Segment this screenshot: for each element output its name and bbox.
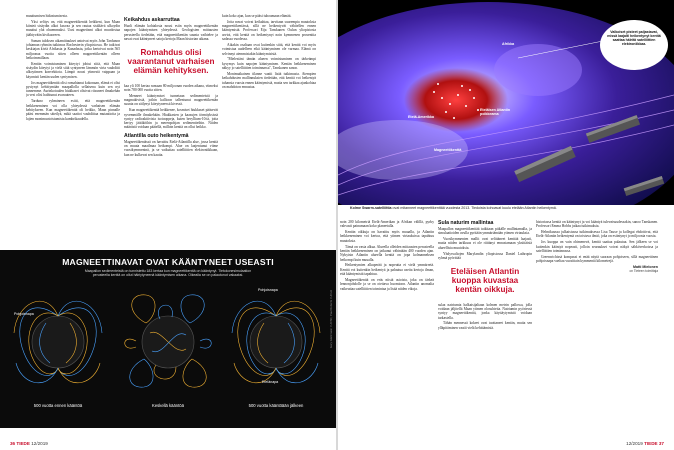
pull-quote: Romahdus olisi vaarantanut varhaisen elämän kehityksen. [127, 48, 215, 75]
paragraph: Huoli elämän kohtalosta nousi esiin myös magneettikentän napojen kääntymisen yhteydessä. Geologisten mittausten perusteella tiedetään, että magneettikentän suunta vaihtelee ja navat ovat kääntyneet satoja kertoja Maan historian aikana. [124, 24, 218, 41]
pole-label-south: Etelänapa [262, 380, 279, 384]
infobox-subtitle: Maapallon sedimenteistä on tunnistettu 183 kertaa kun magneettikenttä on kääntynyt. Tietokonesimulaation perusteella kenttä on ollut häiriytyneenä kääntymisen aikana. Oikealla se on palautunut vakaaksi. [84, 269, 252, 278]
paragraph: Jos kuoppa on vain ohimenevä, kenttä saattaa palautua. Sen jälkeen se voi kuitenkin kääntyä nopeasti, jolloin seuraukset voivat näkyä sähköverkoissa ja satelliittien toiminnassa. [536, 240, 658, 253]
image-credit: Gary Glatzmaier / UCSC, Paul Roberts / UCLA [329, 290, 333, 349]
globe-caption: Keskellä kääntöä [152, 403, 184, 408]
paragraph: Heikentymien alkuperää ja nopeutta ei vielä ymmärretä. Kenttä voi kuitenkin heikentyä ja palautua useita kertoja ilman, että kääntymistä tapahtuu. [340, 263, 434, 277]
page-folio [10, 441, 48, 446]
pull-quote: Eteläisen Atlantin kuoppa kuvastaa kentän oikkuja. [450, 267, 520, 294]
globe-before-reversal [6, 283, 110, 401]
paragraph: kaa yli 100 kertaa runsaan 80 miljoonan vuoden aikana, viimeksi noin 780 000 vuotta sitten. [124, 83, 218, 92]
paragraph: historiassa kenttä on kääntynyt ja voi kääntyä tulevaisuudessakin, sanoo Tanskanen. Professori Emma Hobbs jatkaa tutkimuksia. [536, 220, 658, 229]
magazine-name: TIEDE [16, 441, 30, 446]
issue-number: 12/2019 [626, 441, 643, 446]
text-column-4 [340, 220, 434, 438]
magazine-name: TIEDE [644, 441, 658, 446]
pole-label-north: Pohjoisnapa [258, 288, 278, 292]
author-role: on Tieteen toimittaja [629, 269, 658, 274]
paragraph: kuin koko ajan, kun se pääsi tuhoamaan elämää. [222, 14, 292, 18]
paragraph: Yksi selitys on, että magneettikenttä heikkeni, kun Maan kiinteä sisäydin alkoi kasvaa ja sen rautaa sisältävä ulkoydin muuttui yhä ohuemmaksi. Uusi magnetismi alkoi muodostua jäähtyvään kivikuoreen. [26, 19, 120, 37]
label-south-america: Etelä-Amerikka [408, 115, 434, 119]
paragraph: Tähän mennessä kokeet ovat tuottaneet kentän, mutta sen ylläpitäminen vaatii vielä kehittämistä. [438, 321, 532, 330]
infobox-title: MAGNEETTINAVAT OVAT KÄÄNTYNEET USEASTI [62, 257, 274, 267]
paragraph: Menneet kääntymiset tunnetaan sedimenteistä ja magmakivistä, joihin kallioon tallentunut magneettikentän suunta on säilynyt kiteytyneessä kivessä. [124, 93, 218, 107]
left-page [0, 0, 336, 450]
caption-text: ovat mitanneet magneettikenttää vuodesta 2013. Tiedoista kohoavat kuulu etelään Atlantin heikentymä. [392, 206, 557, 210]
paragraph: Monimutkainen tilanne vaatii lisää tutkimusta. Aiempien keikahdusten mallinnuksien tiedetään, että kenttä voi heikentyä tuhansia vuosia ennen kääntymistä, mutta sen tarkkaa ajankohtaa on mahdoton ennustaa. [222, 71, 316, 89]
globe-during-reversal [116, 283, 220, 401]
paragraph: Kentän voimistuminen kiteytyi johtui siitä, että Maan sisäydin kiteytyi ja vielä siitä syntyneen lämmön virta vauhditti ulkoytimen konvektiota. Lämpö nousi ytimestä vaippaan ja käynnisti kentän uuden syntymisen. [26, 61, 120, 79]
page-number: 37 [658, 441, 664, 446]
paragraph: Tämä on vasta alkua. Alueella olleiden mittausten perusteella kentän heikkeneminen on jatkunut vähintään 400 vuoden ajan. Nykyisin Atlantin alueella kenttä on jopa kolmanneksen heikompi kuin muualla. [340, 244, 434, 262]
paragraph: muuttumisen hidastumisesta. [26, 14, 68, 18]
paragraph: Jotta navat voivat keikahtaa, tarvitaan suurempia muutoksia magneettikentässä, sillä ne heikentyvät vähitellen ennen kääntymistä. Professori Eija Tanskanen Oulun yliopistosta arvioi, että kenttä on heikentynyt noin kymmenen prosenttia sadassa vuodessa. [222, 19, 316, 42]
annotation-callout: Valkoiset pisteet paljastavat, missä laajalti heikentynyt kenttä saattaa häiritä satelliittien elektroniikkaa. [600, 20, 668, 70]
issue-number: 12/2019 [31, 441, 48, 446]
text-column-5 [438, 220, 532, 438]
label-africa: Afrikka [502, 42, 515, 46]
pole-label-north: Pohjoisnapa [14, 312, 34, 316]
paragraph: "Mielestäni tämän alueen voimistuminen on tärkeämpi kysymys kuin napojen kääntyminen. Kentän heikkeneminen näkyy jo satelliittien toiminnassa", Tanskanen sanoo. [222, 57, 316, 71]
text-column-1 [26, 14, 120, 250]
globe-caption: 500 vuotta ennen kääntöä [33, 403, 83, 408]
paragraph: Tarduno ryhmineen esitti, että magneettikentän heikkeneminen voi olla yhteydessä varhaisen elämän kehitykseen. Kun magneettikenttä oli heikko, Maan pinnalle pääsi enemmän säteilyä, mikä saattoi vauhdittaa mutaatioita ja lajien monimuotoistumista kambrikaudella. [26, 99, 120, 121]
paragraph: Helmikuussa julkaistussa tutkimuksessa Lisa Tauxe ja kollegat ehdottivat, että Etelä-Atlantin heikentymä on toistuva ilmiö, joka on esiintynyt jo miljoonia vuosia. [536, 230, 658, 239]
paragraph: Magneettikentässä on havaittu Etelä-Atlantilla alue, jossa kenttä on muuta maailmaa heikompi. Alue on laajentunut viime vuosikymmeninä, ja se vaikuttaa satelliittien elektroniikkaan, kun ne kulkevat sen kautta. [124, 139, 218, 157]
label-south-atlantic-anomaly: Eteläisen Atlantin poikkeama [480, 108, 511, 117]
paragraph: Vuosikymmenten mallit ovat selittäneet kenttää laajasti, mutta niiden tarkkuus ei ole riittänyt ennustamaan yksittäisiä alueellisia muutoksia. [438, 237, 532, 250]
caption-lead: Kolme Swarm-satelliittia [350, 206, 392, 210]
swarm-satellite-figure [338, 0, 674, 205]
subheading-natrium: Sula naturim mallintaa [438, 220, 494, 226]
right-page [338, 0, 674, 450]
text-column-2 [124, 14, 218, 250]
paragraph: Magneettikenttä on eräs niistä asioista, joka on tärkeä lennonjohdolle ja se on otettava huomioon. Atlantin anomalia vaikeuttaa satelliittien toimintaa ja lisää niiden vikoja. [340, 277, 434, 291]
figure-caption [338, 205, 674, 211]
paragraph: Maapallon magneettikenttää tutkitaan pitkälle mallintamalla, ja simulaatioiden avulla pyritään ymmärtämään ytimen virtauksia. [438, 227, 532, 236]
text-column-6 [536, 220, 658, 438]
paragraph: Kun magneettikenttä heikkenee, kosmiset hiukkaset pääsevät syvemmälle ilmakehään. Hiukkasten ja kaasujen törmäyksissä syntyy radioaktiivisia isotooppeja, kuten beryllium-10:tä, joita kertyy jäätiköihin ja merenpohjan sedimentteihin. Niiden määrästä voidaan päätellä, milloin kenttä on ollut heikko. [124, 108, 218, 130]
reversal-infobox [0, 250, 336, 428]
page-number: 36 [10, 441, 16, 446]
paragraph: sulaa natriumia halkaisijaltaan kolmen metrin pallossa, jolla voidaan jäljitellä Maan ytimen olosuhteita. Natriumin pyöriessä syntyy magneettikenttä, jonka käyttäytymistä voidaan tarkastella. [438, 302, 532, 320]
subheading-atlantti: Atlantilla outo heikentymä [124, 132, 189, 139]
paragraph: Greenwichissä kompassi ei enää näytä suoraan pohjoiseen, sillä magneettinen pohjoisnapa vaeltaa vuosittain kymmeniä kilometrejä. [536, 254, 658, 264]
paragraph: Jos magneettikenttä olisi romahtanut kokonaan, elämä ei olisi pystynyt kehittymään maapallolla sellaisena kuin sen nyt tunnemme. Aurinkotuulen hiukkaset olisivat riisuneet ilmakehän ja vesi olisi haihtunut avaruuteen. [26, 80, 120, 98]
paragraph: noin 200 kilometriä Etelä-Amerikan ja Afrikan välillä, pyrky vahvasti painumaan koko planeetalla. [340, 220, 434, 229]
subheading-keikahdus: Keikahdus askarruttaa [124, 17, 180, 23]
paragraph: Kentän oikkuja on havaittu myös muualla, ja Atlantin heikkeneminen voi kertoa, että ytimen virtauksissa tapahtuu muutoksia. [340, 230, 434, 243]
paragraph: Aikakin osaltaan ovat kuitenkin siitä, että kenttä voi myös voimistua uudelleen eikä kääntyminen ole varmaa. Elämä on selvinnyt aiemmistakin kääntymisistä. [222, 42, 316, 56]
text-column-3 [222, 14, 316, 250]
page-folio [626, 441, 664, 446]
paragraph: Yhdysvaltojen Marylandin yliopistossa Daniel Lathropin ryhmä pyörittää [438, 251, 532, 260]
author-byline: Matti Mielonen [633, 265, 658, 270]
globe-caption: 500 vuotta kääntöään jälkeen [248, 403, 304, 408]
paragraph: Saman tuloksen aikamittaukset antoivat myös John Tardunon johtaman ryhmän tutkimus Rochesterin yliopistossa. He tutkivat keskiajan kiviä Afrikasta ja Kanadasta, jotka kertoivat noin 565 miljoonaa vuotta sitten olleen magneettikentän olleen heikoimmillaan. [26, 38, 120, 60]
label-magnetic-field: Magneettikenttä [434, 148, 462, 152]
